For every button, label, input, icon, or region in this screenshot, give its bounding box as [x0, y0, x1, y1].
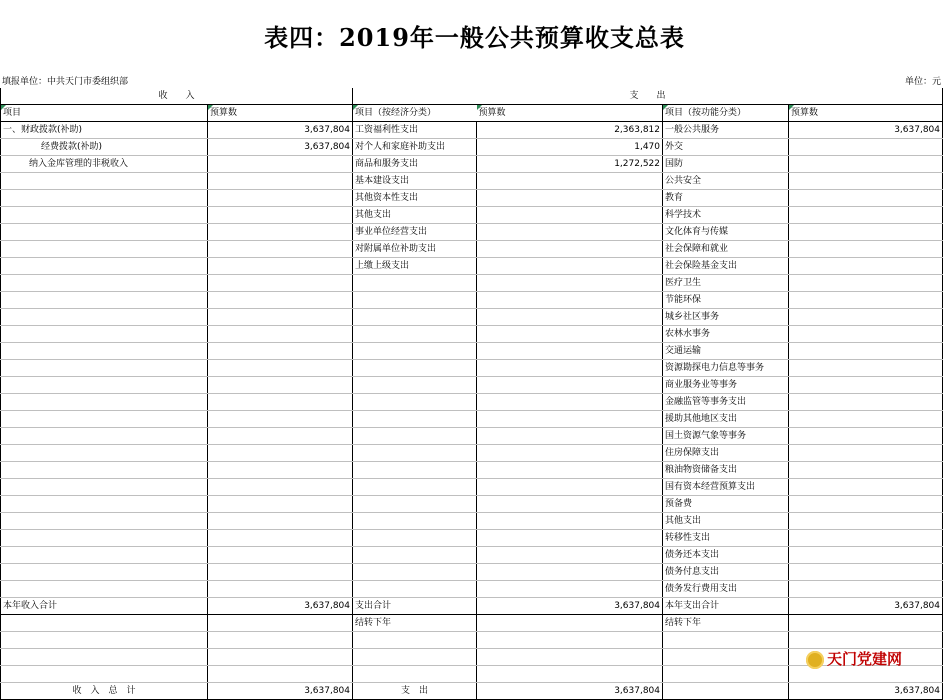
- table-row: [1, 326, 943, 343]
- econ-item-cell: [353, 394, 477, 411]
- income-item-cell: [1, 309, 208, 326]
- income-item-cell: [1, 360, 208, 377]
- income-value-cell: [208, 530, 353, 547]
- econ-item-cell: [353, 479, 477, 496]
- table-row: [1, 292, 943, 309]
- income-value-cell: [208, 258, 353, 275]
- blank-cell: [1, 649, 208, 666]
- func-item-cell: 住房保障支出: [663, 445, 789, 462]
- econ-item-cell: [353, 360, 477, 377]
- party-emblem-icon: [806, 651, 824, 669]
- expense-total-value: 3,637,804: [477, 598, 663, 615]
- table-row: [1, 156, 943, 173]
- econ-value-cell: [477, 258, 663, 275]
- income-value-cell: [208, 190, 353, 207]
- table-row: [1, 343, 943, 360]
- func-value-cell: [789, 190, 943, 207]
- table-row: [1, 258, 943, 275]
- func-value-cell: [789, 394, 943, 411]
- econ-item-cell: 基本建设支出: [353, 173, 477, 190]
- econ-value-cell: [477, 394, 663, 411]
- page-title: 表四：2019年一般公共预算收支总表: [264, 23, 685, 52]
- income-value-cell: [208, 513, 353, 530]
- income-item-cell: [1, 445, 208, 462]
- econ-value-cell: [477, 309, 663, 326]
- col-header-budget: 预算数: [208, 105, 353, 122]
- func-item-cell: 商业服务业等事务: [663, 377, 789, 394]
- blank-cell: [1, 632, 208, 649]
- econ-item-cell: 上缴上级支出: [353, 258, 477, 275]
- income-item-cell: [1, 292, 208, 309]
- econ-item-cell: [353, 292, 477, 309]
- func-item-cell: 国土资源气象等事务: [663, 428, 789, 445]
- income-item-cell: [1, 547, 208, 564]
- func-value-cell: [789, 258, 943, 275]
- func-item-cell: 节能环保: [663, 292, 789, 309]
- econ-item-cell: 对附属单位补助支出: [353, 241, 477, 258]
- income-item-cell: [1, 462, 208, 479]
- table-row: [1, 462, 943, 479]
- col-header-budget-econ: 预算数: [477, 105, 663, 122]
- income-item-cell: [1, 428, 208, 445]
- econ-value-cell: 1,470: [477, 139, 663, 156]
- econ-item-cell: 商品和服务支出: [353, 156, 477, 173]
- table-row: [1, 173, 943, 190]
- income-item-cell: [1, 343, 208, 360]
- blank-cell: [477, 615, 663, 632]
- income-item-cell: [1, 377, 208, 394]
- income-item-cell: 纳入金库管理的非税收入: [1, 156, 208, 173]
- func-item-cell: 一般公共服务: [663, 122, 789, 139]
- func-item-cell: 国防: [663, 156, 789, 173]
- income-value-cell: 3,637,804: [208, 122, 353, 139]
- econ-item-cell: [353, 377, 477, 394]
- income-item-cell: [1, 275, 208, 292]
- econ-value-cell: [477, 224, 663, 241]
- blank-row: [1, 649, 943, 666]
- econ-value-cell: [477, 292, 663, 309]
- table-row: [1, 496, 943, 513]
- income-total-label: 本年收入合计: [1, 598, 208, 615]
- func-value-cell: [789, 377, 943, 394]
- table-row: [1, 122, 943, 139]
- income-value-cell: [208, 411, 353, 428]
- func-item-cell: 资源勘探电力信息等事务: [663, 360, 789, 377]
- blank-cell: [208, 666, 353, 683]
- income-value-cell: [208, 462, 353, 479]
- blank-cell: [663, 666, 789, 683]
- func-value-cell: [789, 173, 943, 190]
- blank-cell: [208, 615, 353, 632]
- income-value-cell: [208, 326, 353, 343]
- table-row: [1, 241, 943, 258]
- income-value-cell: [208, 445, 353, 462]
- econ-item-cell: [353, 513, 477, 530]
- blank-cell: [1, 666, 208, 683]
- table-row: [1, 513, 943, 530]
- table-row: [1, 207, 943, 224]
- func-value-cell: [789, 581, 943, 598]
- func-item-cell: 科学技术: [663, 207, 789, 224]
- table-row: [1, 428, 943, 445]
- func-value-cell: [789, 156, 943, 173]
- econ-value-cell: [477, 581, 663, 598]
- func-value-cell: 3,637,804: [789, 122, 943, 139]
- grand-income-value: 3,637,804: [208, 683, 353, 700]
- func-value-cell: [789, 513, 943, 530]
- func-item-cell: 社会保障和就业: [663, 241, 789, 258]
- func-item-cell: 社会保险基金支出: [663, 258, 789, 275]
- carry-func-label: 结转下年: [663, 615, 789, 632]
- income-value-cell: [208, 292, 353, 309]
- income-item-cell: [1, 190, 208, 207]
- econ-item-cell: [353, 564, 477, 581]
- func-value-cell: [789, 462, 943, 479]
- func-total-label: 本年支出合计: [663, 598, 789, 615]
- table-row: [1, 394, 943, 411]
- currency-unit: 单位：元: [904, 77, 941, 87]
- func-value-cell: [789, 547, 943, 564]
- table-row: [1, 377, 943, 394]
- budget-table: [0, 88, 943, 700]
- income-item-cell: [1, 173, 208, 190]
- income-value-cell: [208, 564, 353, 581]
- func-item-cell: 城乡社区事务: [663, 309, 789, 326]
- econ-value-cell: [477, 530, 663, 547]
- income-item-cell: 经费拨款(补助): [1, 139, 208, 156]
- econ-value-cell: [477, 360, 663, 377]
- func-value-cell: [789, 479, 943, 496]
- econ-item-cell: 工资福利性支出: [353, 122, 477, 139]
- func-value-cell: [789, 241, 943, 258]
- econ-item-cell: [353, 445, 477, 462]
- econ-value-cell: [477, 190, 663, 207]
- income-item-cell: [1, 581, 208, 598]
- func-item-cell: 粮油物资储备支出: [663, 462, 789, 479]
- econ-value-cell: [477, 207, 663, 224]
- func-value-cell: [789, 564, 943, 581]
- econ-value-cell: [477, 462, 663, 479]
- func-item-cell: 文化体育与传媒: [663, 224, 789, 241]
- income-item-cell: [1, 258, 208, 275]
- table-row: [1, 411, 943, 428]
- econ-item-cell: [353, 343, 477, 360]
- income-item-cell: [1, 513, 208, 530]
- econ-item-cell: [353, 326, 477, 343]
- econ-value-cell: [477, 275, 663, 292]
- func-item-cell: 教育: [663, 190, 789, 207]
- watermark-text: 天门党建网: [827, 650, 903, 668]
- econ-item-cell: [353, 275, 477, 292]
- econ-item-cell: 对个人和家庭补助支出: [353, 139, 477, 156]
- econ-item-cell: 其他支出: [353, 207, 477, 224]
- func-item-cell: 援助其他地区支出: [663, 411, 789, 428]
- income-total-value: 3,637,804: [208, 598, 353, 615]
- func-item-cell: 预备费: [663, 496, 789, 513]
- blank-cell: [789, 615, 943, 632]
- func-item-cell: 医疗卫生: [663, 275, 789, 292]
- grand-expense-label: 支 出: [353, 683, 477, 700]
- expense-total-label: 支出合计: [353, 598, 477, 615]
- blank-cell: [477, 649, 663, 666]
- func-value-cell: [789, 207, 943, 224]
- econ-item-cell: 其他资本性支出: [353, 190, 477, 207]
- income-value-cell: [208, 428, 353, 445]
- income-value-cell: [208, 207, 353, 224]
- col-header-item: 项目: [1, 105, 208, 122]
- blank-cell: [208, 649, 353, 666]
- table-row: [1, 445, 943, 462]
- blank-cell: [663, 632, 789, 649]
- func-item-cell: 其他支出: [663, 513, 789, 530]
- func-item-cell: 转移性支出: [663, 530, 789, 547]
- total-row: [1, 598, 943, 615]
- col-header-budget-func: 预算数: [789, 105, 943, 122]
- econ-value-cell: [477, 564, 663, 581]
- grand-income-label: 收 入 总 计: [1, 683, 208, 700]
- expense-header: 支 出: [353, 88, 943, 105]
- econ-value-cell: [477, 326, 663, 343]
- func-value-cell: [789, 275, 943, 292]
- site-watermark: [806, 648, 926, 676]
- func-item-cell: 公共安全: [663, 173, 789, 190]
- income-item-cell: [1, 326, 208, 343]
- income-value-cell: [208, 360, 353, 377]
- func-value-cell: [789, 360, 943, 377]
- func-value-cell: [789, 445, 943, 462]
- income-item-cell: [1, 479, 208, 496]
- income-item-cell: [1, 394, 208, 411]
- table-row: [1, 547, 943, 564]
- income-value-cell: [208, 241, 353, 258]
- blank-cell: [353, 632, 477, 649]
- econ-item-cell: [353, 411, 477, 428]
- econ-value-cell: [477, 479, 663, 496]
- grand-expense-value: 3,637,804: [477, 683, 663, 700]
- income-item-cell: [1, 224, 208, 241]
- econ-value-cell: [477, 547, 663, 564]
- income-item-cell: [1, 411, 208, 428]
- blank-cell: [1, 615, 208, 632]
- income-item-cell: [1, 207, 208, 224]
- func-item-cell: 债务付息支出: [663, 564, 789, 581]
- func-value-cell: [789, 224, 943, 241]
- econ-item-cell: 事业单位经营支出: [353, 224, 477, 241]
- reporting-unit: 填报单位：中共天门市委组织部: [2, 77, 129, 87]
- econ-value-cell: [477, 496, 663, 513]
- func-value-cell: [789, 292, 943, 309]
- col-header-func: 项目（按功能分类）: [663, 105, 789, 122]
- income-value-cell: [208, 173, 353, 190]
- econ-value-cell: 2,363,812: [477, 122, 663, 139]
- econ-value-cell: [477, 428, 663, 445]
- table-row: [1, 530, 943, 547]
- econ-value-cell: [477, 513, 663, 530]
- econ-item-cell: [353, 581, 477, 598]
- income-value-cell: [208, 377, 353, 394]
- income-value-cell: [208, 224, 353, 241]
- income-item-cell: [1, 530, 208, 547]
- blank-row: [1, 632, 943, 649]
- func-value-cell: [789, 411, 943, 428]
- econ-value-cell: 1,272,522: [477, 156, 663, 173]
- income-value-cell: [208, 479, 353, 496]
- func-item-cell: 外交: [663, 139, 789, 156]
- econ-item-cell: [353, 428, 477, 445]
- income-value-cell: [208, 156, 353, 173]
- econ-value-cell: [477, 241, 663, 258]
- col-header-econ: 项目（按经济分类）: [353, 105, 477, 122]
- func-value-cell: [789, 496, 943, 513]
- func-total-value: 3,637,804: [789, 598, 943, 615]
- econ-value-cell: [477, 377, 663, 394]
- income-value-cell: 3,637,804: [208, 139, 353, 156]
- func-item-cell: 债务还本支出: [663, 547, 789, 564]
- income-value-cell: [208, 394, 353, 411]
- econ-value-cell: [477, 343, 663, 360]
- econ-value-cell: [477, 445, 663, 462]
- table-row: [1, 564, 943, 581]
- blank-cell: [353, 666, 477, 683]
- income-value-cell: [208, 343, 353, 360]
- table-row: [1, 190, 943, 207]
- income-value-cell: [208, 275, 353, 292]
- func-item-cell: 交通运输: [663, 343, 789, 360]
- income-value-cell: [208, 547, 353, 564]
- income-value-cell: [208, 581, 353, 598]
- table-row: [1, 479, 943, 496]
- income-value-cell: [208, 309, 353, 326]
- econ-item-cell: [353, 547, 477, 564]
- func-item-cell: 金融监管等事务支出: [663, 394, 789, 411]
- func-value-cell: [789, 530, 943, 547]
- income-value-cell: [208, 496, 353, 513]
- table-row: [1, 581, 943, 598]
- blank-cell: [353, 649, 477, 666]
- func-value-cell: [789, 309, 943, 326]
- table-row: [1, 275, 943, 292]
- func-item-cell: 国有资本经营预算支出: [663, 479, 789, 496]
- func-item-cell: 债务发行费用支出: [663, 581, 789, 598]
- func-value-cell: [789, 326, 943, 343]
- func-value-cell: [789, 139, 943, 156]
- blank-cell: [663, 649, 789, 666]
- income-item-cell: [1, 241, 208, 258]
- income-header: 收 入: [1, 88, 353, 105]
- table-row: [1, 139, 943, 156]
- income-item-cell: [1, 496, 208, 513]
- func-value-cell: [789, 428, 943, 445]
- carry-row: [1, 615, 943, 632]
- blank-row: [1, 666, 943, 683]
- income-item-cell: [1, 564, 208, 581]
- grand-func-value: 3,637,804: [789, 683, 943, 700]
- func-value-cell: [789, 343, 943, 360]
- econ-item-cell: [353, 530, 477, 547]
- econ-item-cell: [353, 309, 477, 326]
- table-row: [1, 309, 943, 326]
- blank-cell: [477, 666, 663, 683]
- table-row: [1, 224, 943, 241]
- econ-item-cell: [353, 496, 477, 513]
- econ-value-cell: [477, 411, 663, 428]
- blank-cell: [208, 632, 353, 649]
- econ-item-cell: [353, 462, 477, 479]
- table-row: [1, 360, 943, 377]
- econ-value-cell: [477, 173, 663, 190]
- func-item-cell: 农林水事务: [663, 326, 789, 343]
- blank-cell: [477, 632, 663, 649]
- blank-cell: [789, 632, 943, 649]
- income-item-cell: 一、财政拨款(补助): [1, 122, 208, 139]
- carry-econ-label: 结转下年: [353, 615, 477, 632]
